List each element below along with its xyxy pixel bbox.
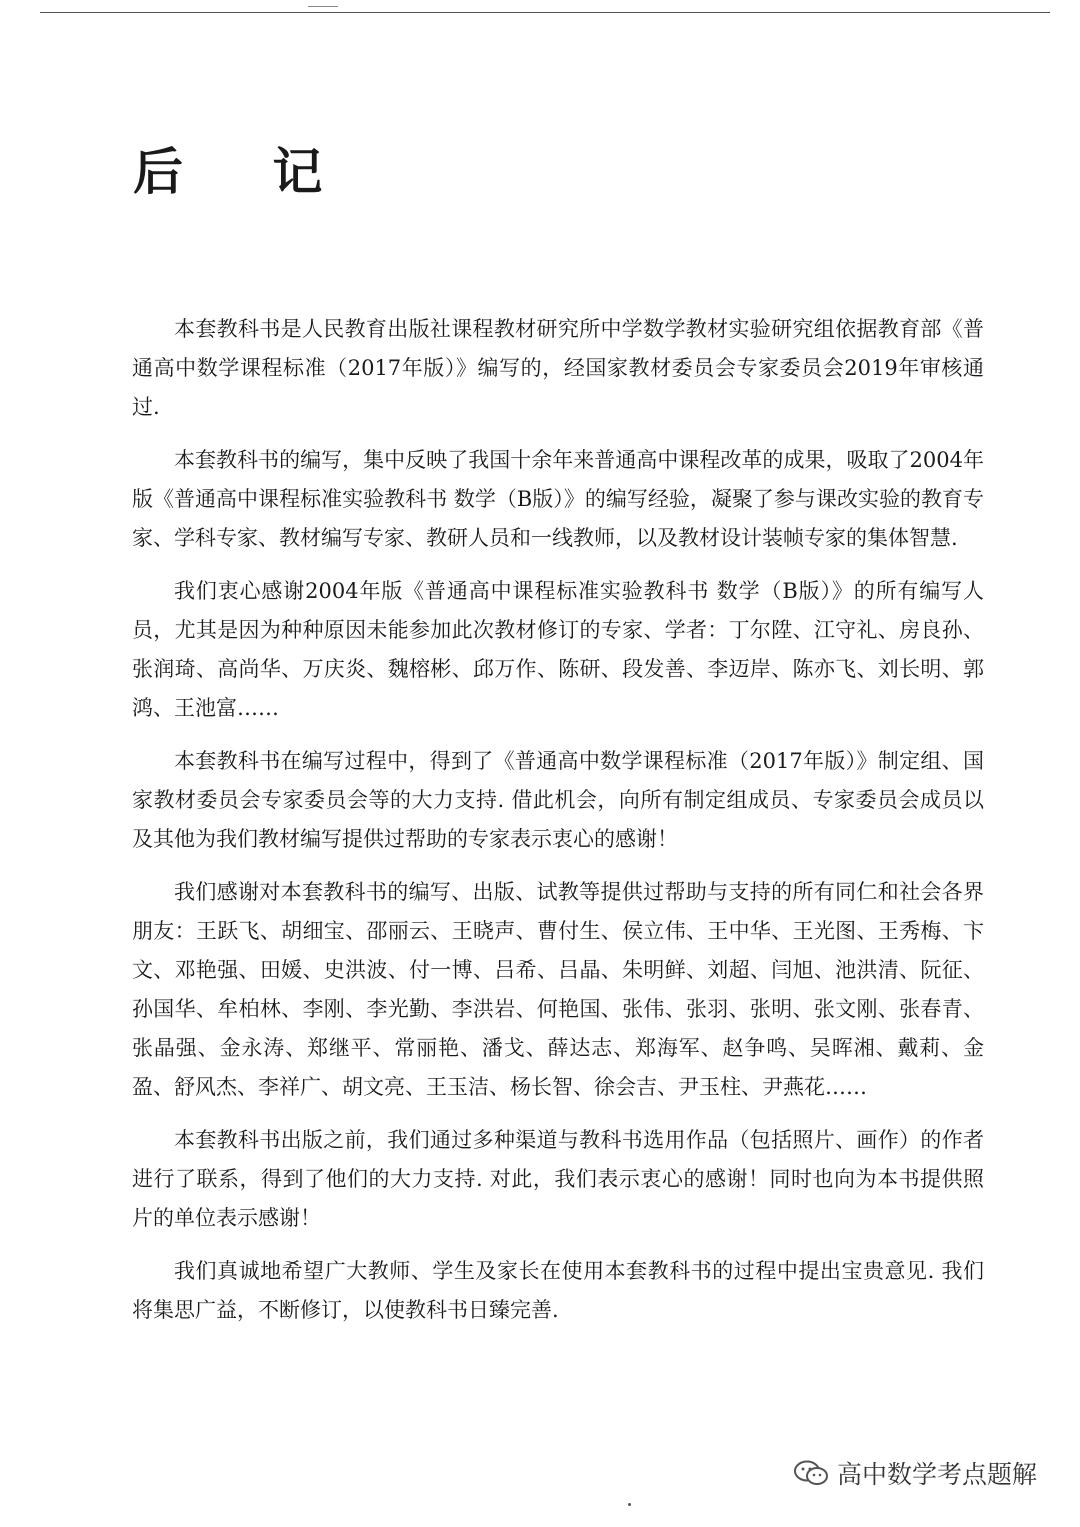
paragraph-3: 我们衷心感谢2004年版《普通高中课程标准实验教科书 数学（B版）》的所有编写人员，尤其是因为种种原因未能参加此次教材修订的专家、学者：丁尔陞、江守礼、房良孙、张润琦、高尚华、万庆炎、魏榕彬、邱万作、陈研、段发善、李迈岸、陈亦飞、刘长明、郭鸿、王池富…… [132, 579, 984, 720]
paragraph-6: 本套教科书出版之前，我们通过多种渠道与教科书选用作品（包括照片、画作）的作者进行了联系，得到了他们的大力支持. 对此，我们表示衷心的感谢！同时也向为本书提供照片的单位表示感谢！ [132, 1128, 984, 1230]
wechat-watermark [793, 1455, 1037, 1491]
paragraph-7: 我们真诚地希望广大教师、学生及家长在使用本套教科书的过程中提出宝贵意见. 我们将集思广益，不断修订，以使教科书日臻完善. [132, 1259, 984, 1322]
afterword-body [132, 310, 984, 1344]
paragraph-1: 本套教科书是人民教育出版社课程教材研究所中学数学教材实验研究组依据教育部《普通高中数学课程标准（2017年版）》编写的，经国家教材委员会专家委员会2019年审核通过. [132, 317, 984, 419]
paragraph-2: 本套教科书的编写，集中反映了我国十余年来普通高中课程改革的成果，吸取了2004年版《普通高中课程标准实验教科书 数学（B版）》的编写经验，凝聚了参与课改实验的教育专家、学科专家、教材编写专家、教研人员和一线教师，以及教材设计装帧专家的集体智慧. [132, 448, 984, 550]
page-title: 后 记 [133, 141, 359, 201]
wechat-icon [793, 1459, 829, 1487]
paragraph-4: 本套教科书在编写过程中，得到了《普通高中数学课程标准（2017年版）》制定组、国家教材委员会专家委员会等的大力支持. 借此机会，向所有制定组成员、专家委员会成员以及其他为我们教材编写提供过帮助的专家表示衷心的感谢！ [132, 749, 984, 851]
scan-dot [628, 1503, 631, 1506]
scan-top-border-line [40, 12, 1050, 13]
scan-top-mark [308, 6, 338, 7]
watermark-text: 高中数学考点题解 [837, 1460, 1038, 1489]
paragraph-5: 我们感谢对本套教科书的编写、出版、试教等提供过帮助与支持的所有同仁和社会各界朋友：王跃飞、胡细宝、邵丽云、王晓声、曹付生、侯立伟、王中华、王光图、王秀梅、卞文、邓艳强、田媛、史洪波、付一博、吕希、吕晶、朱明鲜、刘超、闫旭、池洪清、阮征、孙国华、牟柏林、李刚、李光勤、李洪岩、何艳国、张伟、张羽、张明、张文刚、张春青、张晶强、金永涛、郑继平、常丽艳、潘戈、薛达志、郑海军、赵争鸣、吴晖湘、戴莉、金盈、舒风杰、李祥广、胡文亮、王玉洁、杨长智、徐会吉、尹玉柱、尹燕花…… [132, 880, 984, 1099]
